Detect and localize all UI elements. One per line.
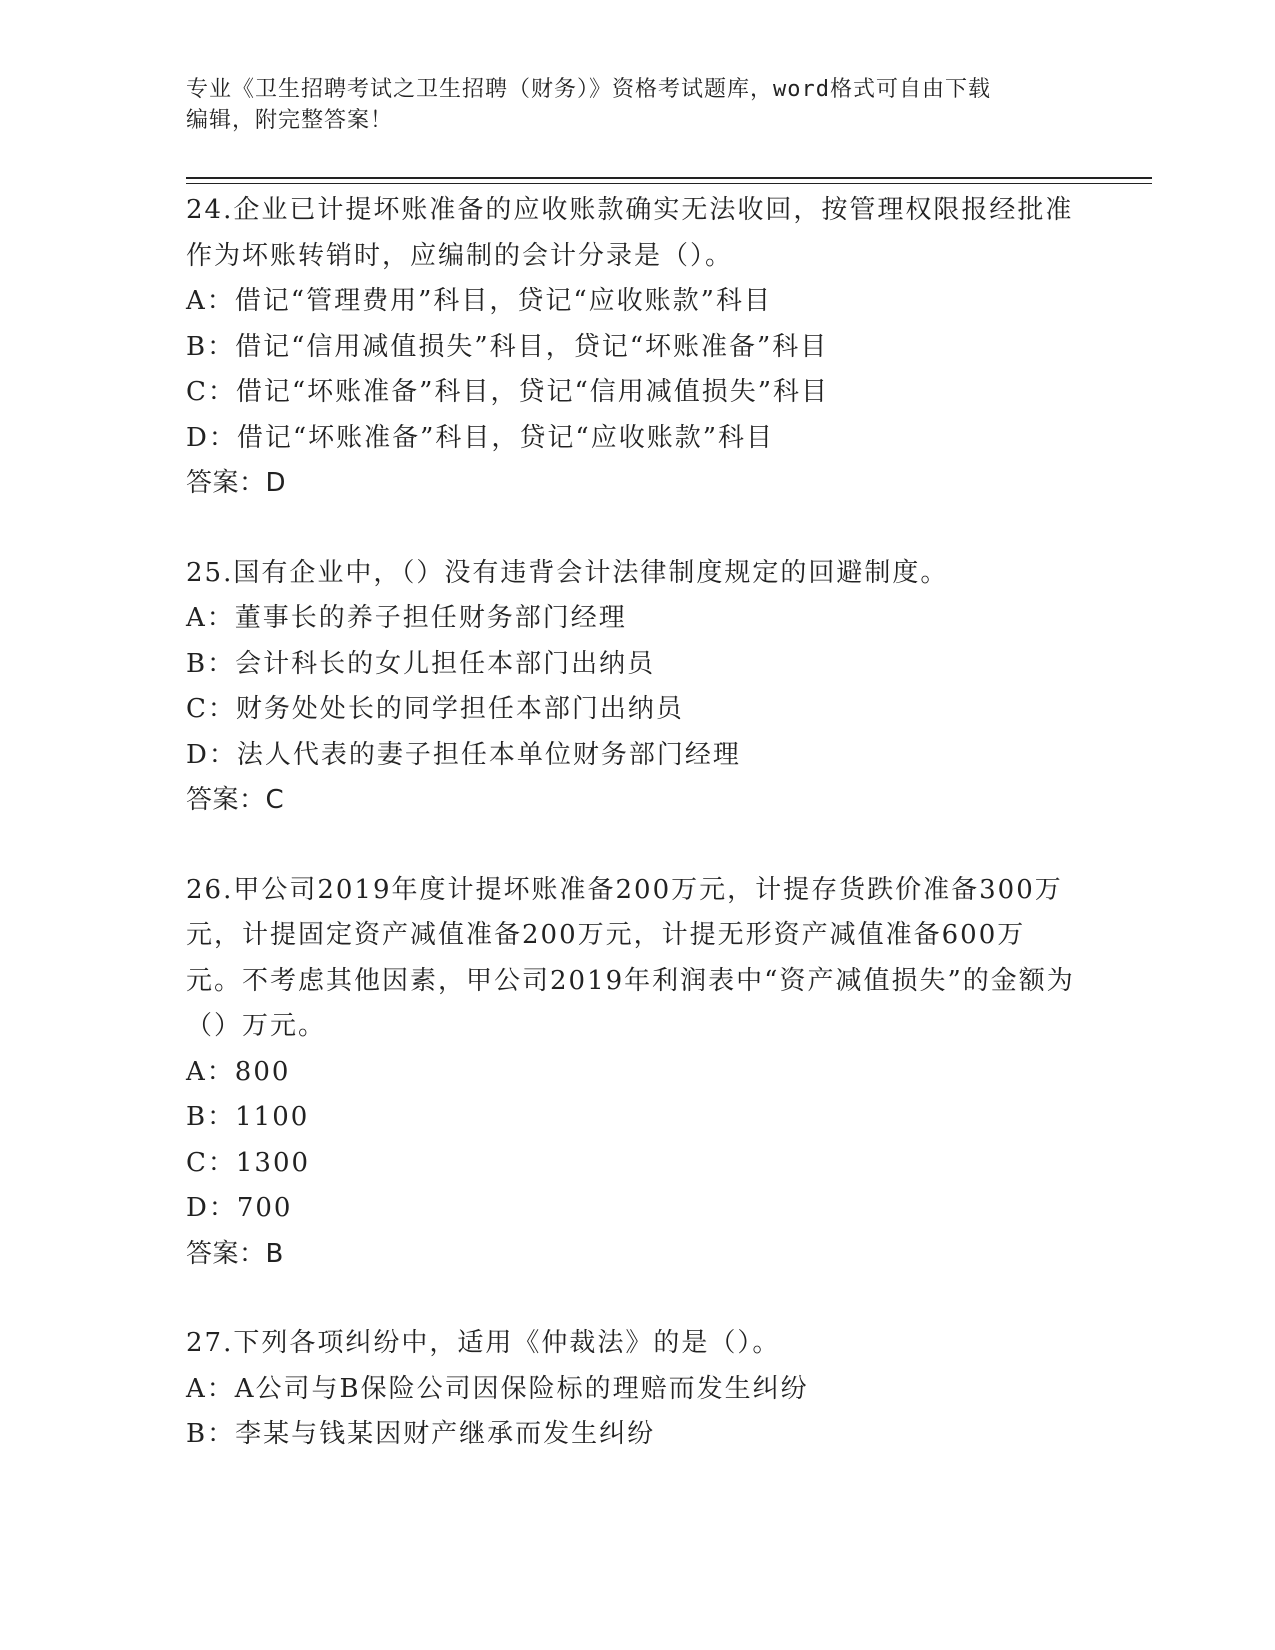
header-rule-thick: [186, 177, 1152, 179]
question-24: [186, 188, 1086, 507]
option-d: D：法人代表的妻子担任本单位财务部门经理: [186, 739, 741, 770]
header-line-2: 编辑，附完整答案！: [186, 108, 394, 133]
answer: 答案：C: [186, 785, 285, 815]
question-text: 25.国有企业中，（）没有违背会计法律制度规定的回避制度。: [186, 557, 949, 588]
option-a: A：董事长的养子担任财务部门经理: [186, 603, 627, 633]
question-26: [186, 868, 1086, 1278]
option-a: A：800: [186, 1056, 291, 1087]
question-27: [186, 1321, 1086, 1458]
option-b: B：李某与钱某因财产继承而发生纠纷: [186, 1419, 656, 1449]
question-text: 27.下列各项纠纷中，适用《仲裁法》的是（）。: [186, 1328, 781, 1358]
header-rule-thin: [186, 183, 1152, 184]
header-line-1: 专业《卫生招聘考试之卫生招聘（财务）》资格考试题库，word格式可自由下载: [186, 77, 991, 102]
answer: 答案：B: [186, 1238, 284, 1269]
question-25: [186, 551, 1086, 824]
question-text: 24.企业已计提坏账准备的应收账款确实无法收回，按管理权限报经批准作为坏账转销时，应编制的会计分录是（）。: [186, 195, 1074, 271]
option-a: A：借记“管理费用”科目，贷记“应收账款”科目: [186, 286, 772, 316]
option-b: B：会计科长的女儿担任本部门出纳员: [186, 648, 656, 679]
option-c: C：借记“坏账准备”科目，贷记“信用减值损失”科目: [186, 377, 830, 407]
option-b: B：1100: [186, 1102, 310, 1132]
option-a: A：A公司与B保险公司因保险标的理赔而发生纠纷: [186, 1373, 809, 1404]
option-c: C：1300: [186, 1147, 311, 1178]
option-d: D：借记“坏账准备”科目，贷记“应收账款”科目: [186, 422, 775, 453]
option-c: C：财务处处长的同学担任本部门出纳员: [186, 694, 684, 724]
document-header: [186, 74, 1066, 136]
option-b: B：借记“信用减值损失”科目，贷记“坏账准备”科目: [186, 331, 829, 362]
answer: 答案：D: [186, 468, 287, 498]
question-list: [186, 188, 1086, 1502]
question-text: 26.甲公司2019年度计提坏账准备200万元，计提存货跌价准备300万元，计提固定资产减值准备200万元，计提无形资产减值准备600万元。不考虑其他因素，甲公司2019年利润表中“资产减值损失”的金额为（）万元。: [186, 874, 1075, 1041]
option-d: D：700: [186, 1193, 293, 1223]
